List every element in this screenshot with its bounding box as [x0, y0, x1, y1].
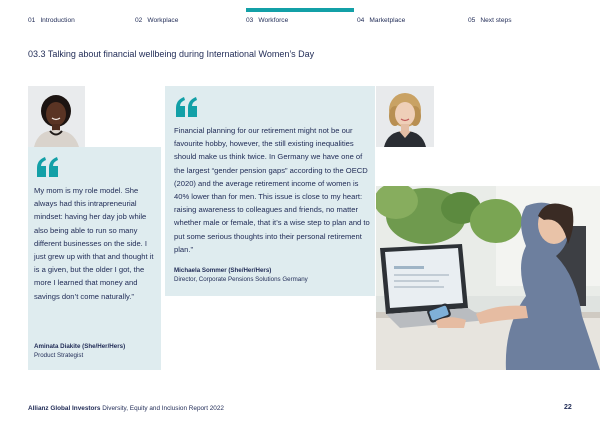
section-title: 03.3 Talking about financial wellbeing during International Women’s Day [28, 49, 315, 59]
footer-brand: Allianz Global Investors [28, 405, 101, 412]
nav-item-introduction[interactable] [28, 17, 75, 24]
nav-item-label: Next steps [480, 17, 512, 24]
nav-item-label: Workplace [147, 17, 179, 24]
quote-mark-icon [35, 157, 61, 182]
nav-item-number: 05 [468, 17, 476, 24]
nav-item-number: 04 [357, 17, 365, 24]
nav-item-label: Workforce [258, 17, 289, 24]
top-navigation [0, 0, 600, 30]
quote-mark-icon [174, 97, 200, 122]
quote-text-michaela: Financial planning for our retirement might not be our favourite hobby, however, the still existing inequalities should make us think twice. In Germany we have one of the largest “gender pension gaps” according to the OECD (2020) and the average retirement income of women is 40% lower than for men. This issue is close to my heart: raising awareness to colleagues and friends, no matter whether male or female, that it’s a wise step to plan and to put some serious thoughts into their personal retirement plan.” [174, 126, 370, 254]
woman-at-laptop-photo [376, 186, 600, 370]
nav-item-label: Marketplace [369, 17, 406, 24]
nav-item-workforce[interactable] [246, 17, 288, 24]
portrait-aminata [28, 86, 85, 147]
nav-item-number: 03 [246, 17, 254, 24]
page-number: 22 [564, 404, 572, 411]
active-section-indicator [246, 8, 354, 12]
quote-author-name: Michaela Sommer (She/Her/Hers) [174, 267, 272, 274]
nav-item-number: 01 [28, 17, 36, 24]
nav-item-marketplace[interactable] [357, 17, 405, 24]
quote-author-role: Product Strategist [34, 352, 84, 359]
nav-item-next-steps[interactable] [468, 17, 512, 24]
footer [28, 405, 224, 412]
nav-item-number: 02 [135, 17, 143, 24]
nav-item-workplace[interactable] [135, 17, 178, 24]
quote-author-role: Director, Corporate Pensions Solutions Germany [174, 276, 308, 283]
quote-author-name: Aminata Diakite (She/Her/Hers) [34, 343, 126, 350]
footer-report-title: Diversity, Equity and Inclusion Report 2022 [102, 405, 224, 412]
nav-item-label: Introduction [40, 17, 75, 24]
portrait-michaela [376, 86, 434, 147]
quote-text-aminata: My mom is my role model. She always had this intrapreneurial mindset: having her day job while also being able to run so many different businesses on the side. I just grew up with that and thought it is a given, but the older I got, the more I learned that money and savings don’t come naturally.” [34, 186, 154, 301]
